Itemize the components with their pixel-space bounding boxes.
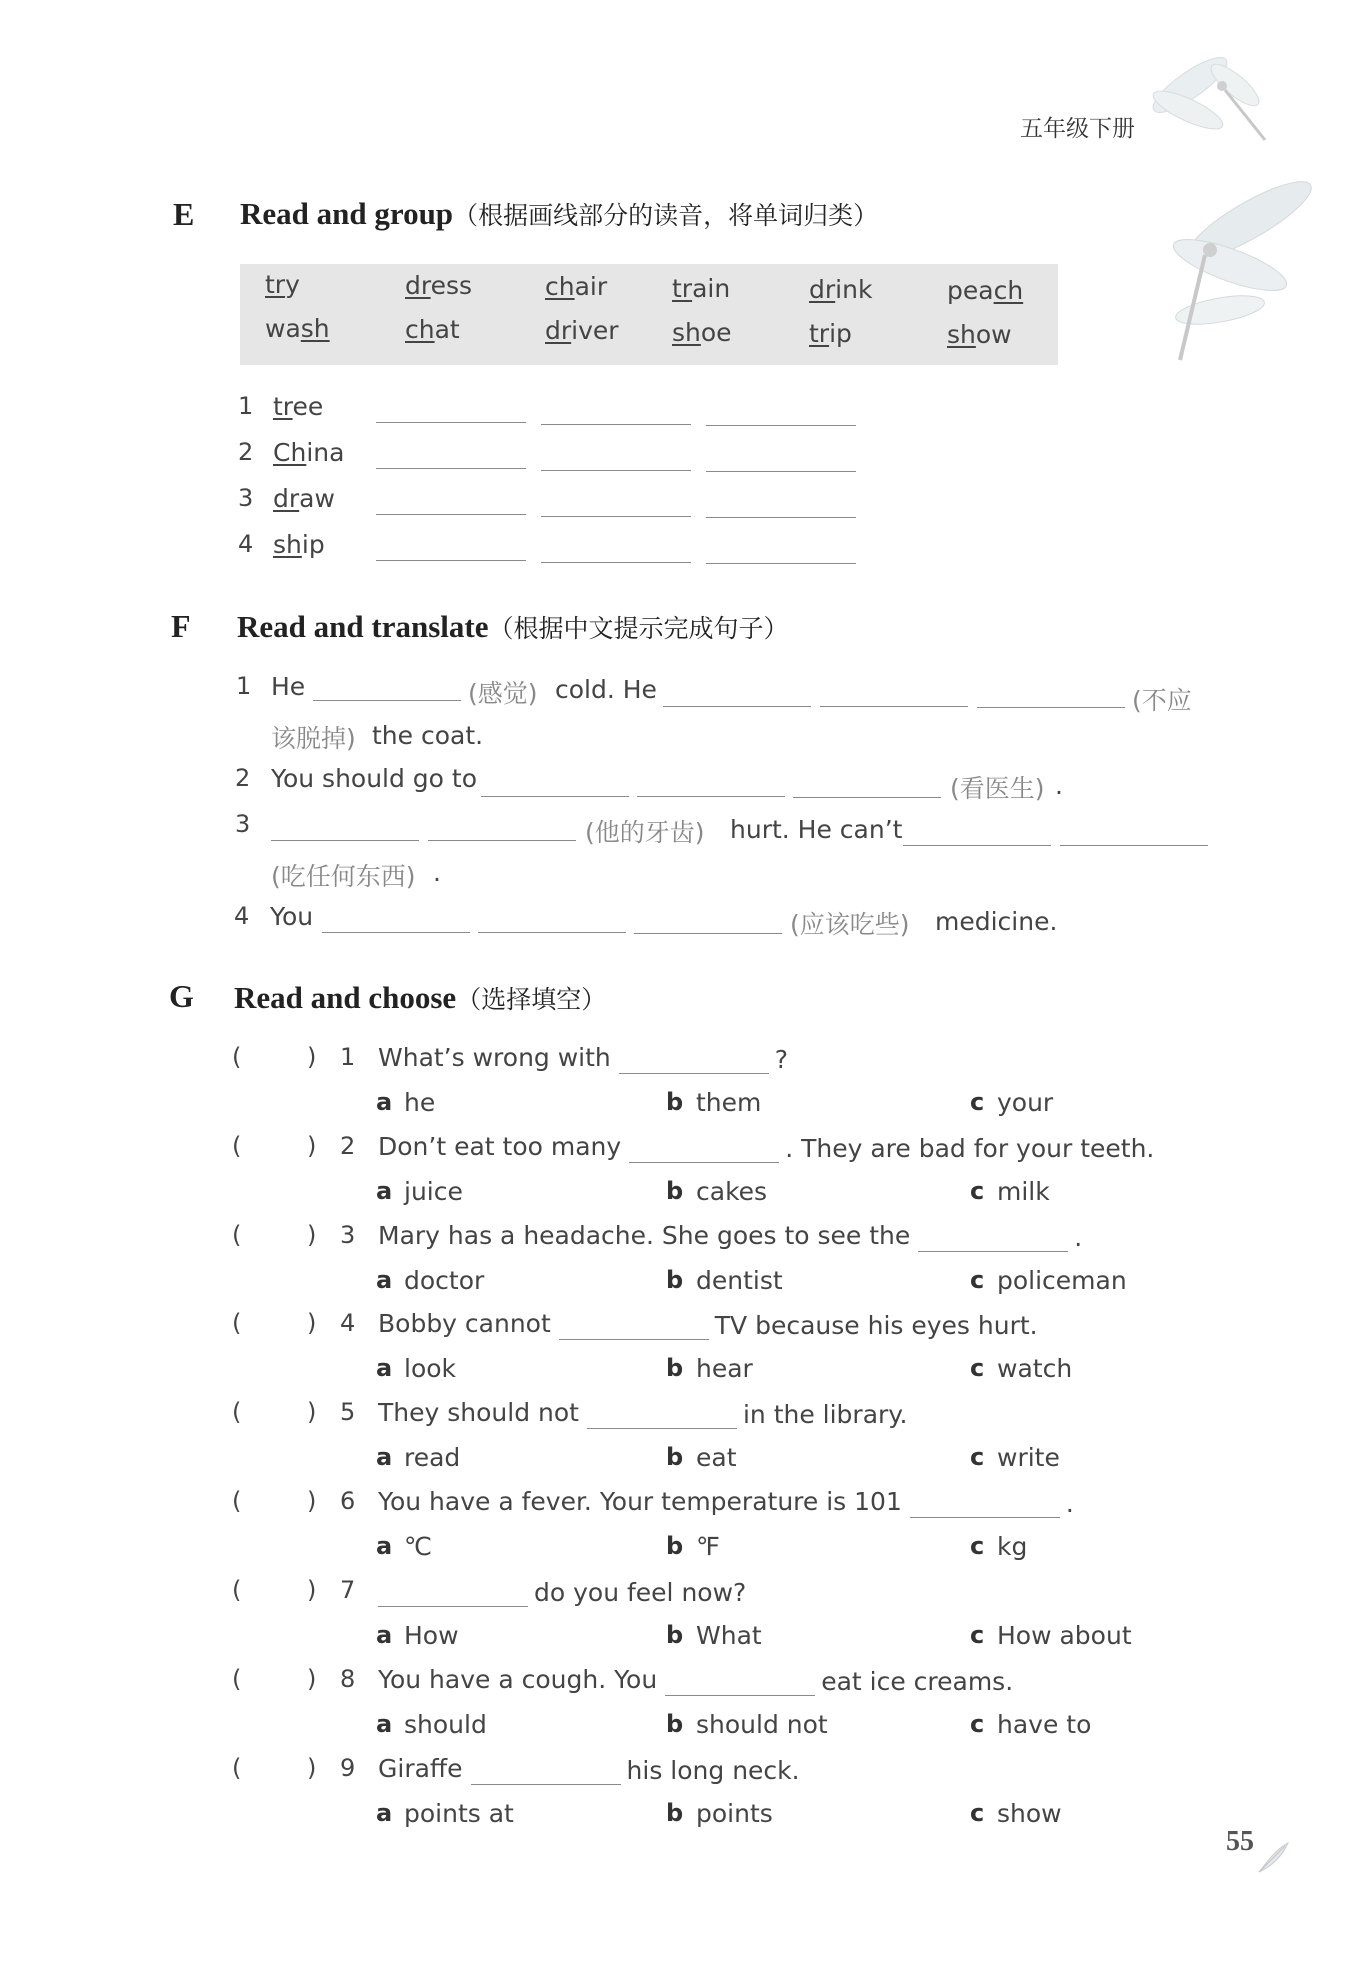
e-answer-blank <box>706 425 856 426</box>
answer-paren-open: ( <box>232 1221 242 1249</box>
dragonfly-decoration-top <box>1140 30 1270 150</box>
option-a-letter: a <box>376 1177 393 1205</box>
option-b-letter: b <box>666 1266 684 1294</box>
answer-paren-open: ( <box>232 1132 242 1160</box>
answer-paren-open: ( <box>232 1043 242 1071</box>
group-word <box>545 316 619 345</box>
group-word <box>672 274 730 303</box>
section-e-title-en: Read and group <box>240 196 454 231</box>
option-c-text: milk <box>997 1177 1050 1206</box>
section-e-letter: E <box>173 196 195 232</box>
g-question-text-after: do you feel now? <box>534 1578 747 1607</box>
g-question-text: You have a cough. You <box>378 1665 658 1694</box>
feather-icon <box>1255 1840 1291 1876</box>
underlined-letters: ch <box>405 315 435 345</box>
g-answer-blank <box>471 1784 621 1785</box>
option-b-text: should not <box>696 1710 828 1739</box>
option-c-text: kg <box>997 1532 1028 1561</box>
word-part: ain <box>692 273 731 303</box>
answer-paren-close: ) <box>307 1309 317 1337</box>
f-q1-text-c: the coat. <box>372 721 484 750</box>
answer-paren-open: ( <box>232 1487 242 1515</box>
answer-paren-open: ( <box>232 1754 242 1782</box>
group-word <box>672 318 732 347</box>
option-c-letter: c <box>970 1443 985 1471</box>
option-a-text: How <box>404 1621 459 1650</box>
section-f-title <box>237 609 788 645</box>
page-number: 55 <box>1226 1826 1254 1857</box>
underlined-letters: dr <box>273 484 300 513</box>
e-answer-blank <box>706 517 856 518</box>
e-answer-blank <box>376 468 526 469</box>
word-part: aw <box>299 484 335 513</box>
e-answer-blank <box>541 516 691 517</box>
underlined-letters: Ch <box>273 438 307 467</box>
g-question-text-after: his long neck. <box>626 1756 800 1785</box>
option-b-letter: b <box>666 1710 684 1738</box>
e-item-number: 2 <box>238 438 254 466</box>
answer-paren-close: ) <box>307 1221 317 1249</box>
section-g-title <box>234 980 606 1016</box>
g-question-number: 3 <box>340 1221 356 1249</box>
f-q2-number: 2 <box>235 764 251 792</box>
option-c-text: watch <box>997 1354 1073 1383</box>
group-word <box>947 320 1012 349</box>
underlined-letters: tr <box>672 273 693 303</box>
option-b-text: points <box>696 1799 773 1828</box>
underlined-letters: ch <box>545 272 575 302</box>
f-q2-blank-2 <box>637 796 785 797</box>
option-c-text: write <box>997 1443 1060 1472</box>
f-q1-hint-2a: (不应 <box>1132 686 1192 715</box>
option-c-text: your <box>997 1088 1054 1117</box>
g-question-text: Bobby cannot <box>378 1309 551 1338</box>
e-answer-blank <box>706 563 856 564</box>
f-q1-blank-2 <box>663 706 811 707</box>
section-g-letter: G <box>169 978 194 1014</box>
option-c-letter: c <box>970 1532 985 1560</box>
grade-label: 五年级下册 <box>1020 116 1135 142</box>
underlined-letters: dr <box>405 271 431 301</box>
group-word <box>809 275 872 304</box>
option-b-letter: b <box>666 1088 684 1116</box>
g-question-number: 2 <box>340 1132 356 1160</box>
section-f-title-en: Read and translate <box>237 609 489 644</box>
g-question-number: 1 <box>340 1043 356 1071</box>
option-a-letter: a <box>376 1354 393 1382</box>
e-answer-blank <box>541 562 691 563</box>
word-part: oe <box>700 317 732 347</box>
option-a-text: juice <box>404 1177 463 1206</box>
option-b-letter: b <box>666 1443 684 1471</box>
f-q2-text-b: . <box>1055 771 1063 800</box>
e-answer-blank <box>706 471 856 472</box>
f-q4-text-a: You <box>270 902 314 931</box>
f-q3-hint-1: (他的牙齿) <box>585 818 705 847</box>
section-f-letter: F <box>171 608 191 644</box>
f-q1-hint-1: (感觉) <box>468 679 538 708</box>
word-part: ip <box>301 530 325 559</box>
section-f-title-cn: （根据中文提示完成句子） <box>488 614 789 643</box>
e-item-word <box>273 484 335 513</box>
e-item-number: 3 <box>238 484 254 512</box>
g-question-text-after: in the library. <box>742 1400 908 1429</box>
g-question-number: 9 <box>340 1754 356 1782</box>
g-answer-blank <box>619 1073 769 1074</box>
section-e-title-cn: （根据画线部分的读音，将单词归类） <box>453 201 879 230</box>
word-part: ip <box>829 318 852 348</box>
g-question-text-after: eat ice creams. <box>821 1667 1014 1696</box>
underlined-letters: dr <box>545 316 572 346</box>
g-question-text: They should not <box>378 1398 579 1427</box>
g-question-text-after: ? <box>774 1045 789 1074</box>
e-answer-blank <box>376 514 526 515</box>
f-q2-blank-3 <box>793 797 941 798</box>
g-question-text: Mary has a headache. She goes to see the <box>378 1221 911 1250</box>
f-q1-blank-4 <box>977 707 1125 708</box>
option-a-letter: a <box>376 1799 393 1827</box>
option-a-letter: a <box>376 1443 393 1471</box>
e-item-word <box>273 438 344 467</box>
f-q4-hint: (应该吃些) <box>790 910 910 939</box>
option-b-text: hear <box>696 1354 753 1383</box>
e-item-word <box>273 392 323 421</box>
word-part: pea <box>947 276 994 305</box>
underlined-letters: ch <box>993 276 1024 305</box>
underlined-letters: tr <box>273 392 293 421</box>
option-c-letter: c <box>970 1710 985 1738</box>
g-answer-blank <box>665 1695 815 1696</box>
e-item-number: 1 <box>238 392 254 420</box>
option-c-text: How about <box>997 1621 1132 1650</box>
answer-paren-open: ( <box>232 1665 242 1693</box>
underlined-letters: dr <box>809 274 836 304</box>
word-part: ee <box>292 392 324 421</box>
option-c-text: have to <box>997 1710 1092 1739</box>
f-q1-text-a: He <box>271 672 306 701</box>
answer-paren-close: ) <box>307 1576 317 1604</box>
option-c-letter: c <box>970 1266 985 1294</box>
option-c-letter: c <box>970 1621 985 1649</box>
answer-paren-close: ) <box>307 1665 317 1693</box>
answer-paren-close: ) <box>307 1398 317 1426</box>
f-q2-text-a: You should go to <box>271 764 478 793</box>
option-b-text: them <box>696 1088 762 1117</box>
g-answer-blank <box>378 1606 528 1607</box>
option-b-letter: b <box>666 1621 684 1649</box>
option-c-letter: c <box>970 1354 985 1382</box>
answer-paren-open: ( <box>232 1576 242 1604</box>
g-question-text-after: . <box>1065 1489 1074 1518</box>
option-a-text: look <box>404 1354 457 1383</box>
group-word <box>265 270 300 299</box>
underlined-letters: sh <box>273 530 302 559</box>
dragonfly-decoration-side <box>1160 160 1340 370</box>
g-question-number: 4 <box>340 1309 356 1337</box>
word-part: wa <box>265 314 301 343</box>
f-q2-blank-1 <box>481 796 629 797</box>
g-question-text: What’s wrong with <box>378 1043 611 1072</box>
underlined-letters: sh <box>947 320 976 349</box>
option-b-letter: b <box>666 1354 684 1382</box>
g-question-text: Don’t eat too many <box>378 1132 622 1161</box>
underlined-letters: tr <box>809 318 830 348</box>
group-word <box>947 276 1023 305</box>
option-c-letter: c <box>970 1088 985 1116</box>
f-q4-text-b: medicine. <box>935 907 1058 936</box>
f-q1-hint-2b: 该脱掉) <box>271 724 356 753</box>
g-question-text-after: TV because his eyes hurt. <box>714 1311 1038 1340</box>
option-a-letter: a <box>376 1710 393 1738</box>
e-answer-blank <box>376 422 526 423</box>
f-q4-blank-1 <box>322 932 470 933</box>
section-g-title-cn: （选择填空） <box>456 985 607 1014</box>
answer-paren-close: ) <box>307 1487 317 1515</box>
e-answer-blank <box>376 560 526 561</box>
e-item-number: 4 <box>238 530 254 558</box>
group-word <box>545 272 607 301</box>
group-word <box>809 319 852 348</box>
answer-paren-close: ) <box>307 1754 317 1782</box>
g-answer-blank <box>918 1251 1068 1252</box>
option-b-letter: b <box>666 1177 684 1205</box>
underlined-letters: sh <box>300 314 330 343</box>
g-question-text: You have a fever. Your temperature is 101 <box>378 1487 902 1516</box>
option-a-letter: a <box>376 1621 393 1649</box>
option-a-text: read <box>404 1443 461 1472</box>
f-q1-text-b: cold. He <box>555 675 657 704</box>
f-q2-hint: (看医生) <box>950 774 1045 803</box>
word-part: iver <box>571 316 619 346</box>
option-a-letter: a <box>376 1088 393 1116</box>
f-q1-number: 1 <box>236 672 252 700</box>
f-q3-text-b: . <box>433 858 441 887</box>
f-q3-blank-4 <box>1060 845 1208 846</box>
option-c-text: policeman <box>997 1266 1127 1295</box>
option-b-text: ℉ <box>696 1532 720 1561</box>
e-answer-blank <box>541 424 691 425</box>
g-answer-blank <box>910 1517 1060 1518</box>
g-question-number: 8 <box>340 1665 356 1693</box>
word-part: ow <box>975 320 1012 349</box>
word-part: y <box>285 270 300 299</box>
word-part: at <box>434 315 460 345</box>
f-q4-blank-2 <box>478 932 626 933</box>
answer-paren-open: ( <box>232 1309 242 1337</box>
option-a-text: ℃ <box>404 1532 433 1561</box>
e-answer-blank <box>541 470 691 471</box>
option-a-text: doctor <box>404 1266 485 1295</box>
word-group-box <box>240 264 1058 365</box>
answer-paren-close: ) <box>307 1043 317 1071</box>
option-b-text: eat <box>696 1443 737 1472</box>
option-b-text: dentist <box>696 1266 783 1295</box>
option-a-text: he <box>404 1088 436 1117</box>
f-q3-text-a: hurt. He can’t <box>730 815 903 844</box>
option-c-letter: c <box>970 1177 985 1205</box>
group-word <box>265 314 330 343</box>
f-q3-blank-2 <box>428 840 576 841</box>
g-answer-blank <box>559 1339 709 1340</box>
g-question-number: 6 <box>340 1487 356 1515</box>
option-c-letter: c <box>970 1799 985 1827</box>
f-q3-blank-3 <box>903 845 1051 846</box>
g-answer-blank <box>629 1162 779 1163</box>
option-b-text: cakes <box>696 1177 768 1206</box>
g-question-text-after: . They are bad for your teeth. <box>785 1134 1155 1163</box>
f-q1-blank-1 <box>313 700 461 701</box>
group-word <box>405 271 472 300</box>
option-a-letter: a <box>376 1532 393 1560</box>
answer-paren-close: ) <box>307 1132 317 1160</box>
word-part: ina <box>306 438 345 467</box>
group-word <box>405 315 460 344</box>
e-item-word <box>273 530 325 559</box>
option-a-letter: a <box>376 1266 393 1294</box>
f-q3-blank-1 <box>271 840 419 841</box>
f-q4-number: 4 <box>234 902 250 930</box>
option-b-text: What <box>696 1621 762 1650</box>
option-a-text: should <box>404 1710 487 1739</box>
section-e-title <box>240 196 878 232</box>
section-g-title-en: Read and choose <box>234 980 457 1015</box>
f-q3-hint-2: (吃任何东西) <box>271 862 416 891</box>
word-part: ess <box>430 271 473 301</box>
g-question-text-after: . <box>1074 1223 1083 1252</box>
g-question-number: 7 <box>340 1576 356 1604</box>
option-c-text: show <box>997 1799 1062 1828</box>
option-a-text: points at <box>404 1799 514 1828</box>
f-q3-number: 3 <box>235 810 251 838</box>
option-b-letter: b <box>666 1799 684 1827</box>
word-part: ink <box>835 274 873 304</box>
underlined-letters: tr <box>265 270 286 299</box>
g-question-number: 5 <box>340 1398 356 1426</box>
g-question-text: Giraffe <box>378 1754 463 1783</box>
f-q1-blank-3 <box>820 706 968 707</box>
underlined-letters: sh <box>672 317 701 347</box>
g-answer-blank <box>587 1428 737 1429</box>
f-q4-blank-3 <box>634 933 782 934</box>
answer-paren-open: ( <box>232 1398 242 1426</box>
option-b-letter: b <box>666 1532 684 1560</box>
word-part: air <box>574 272 608 302</box>
